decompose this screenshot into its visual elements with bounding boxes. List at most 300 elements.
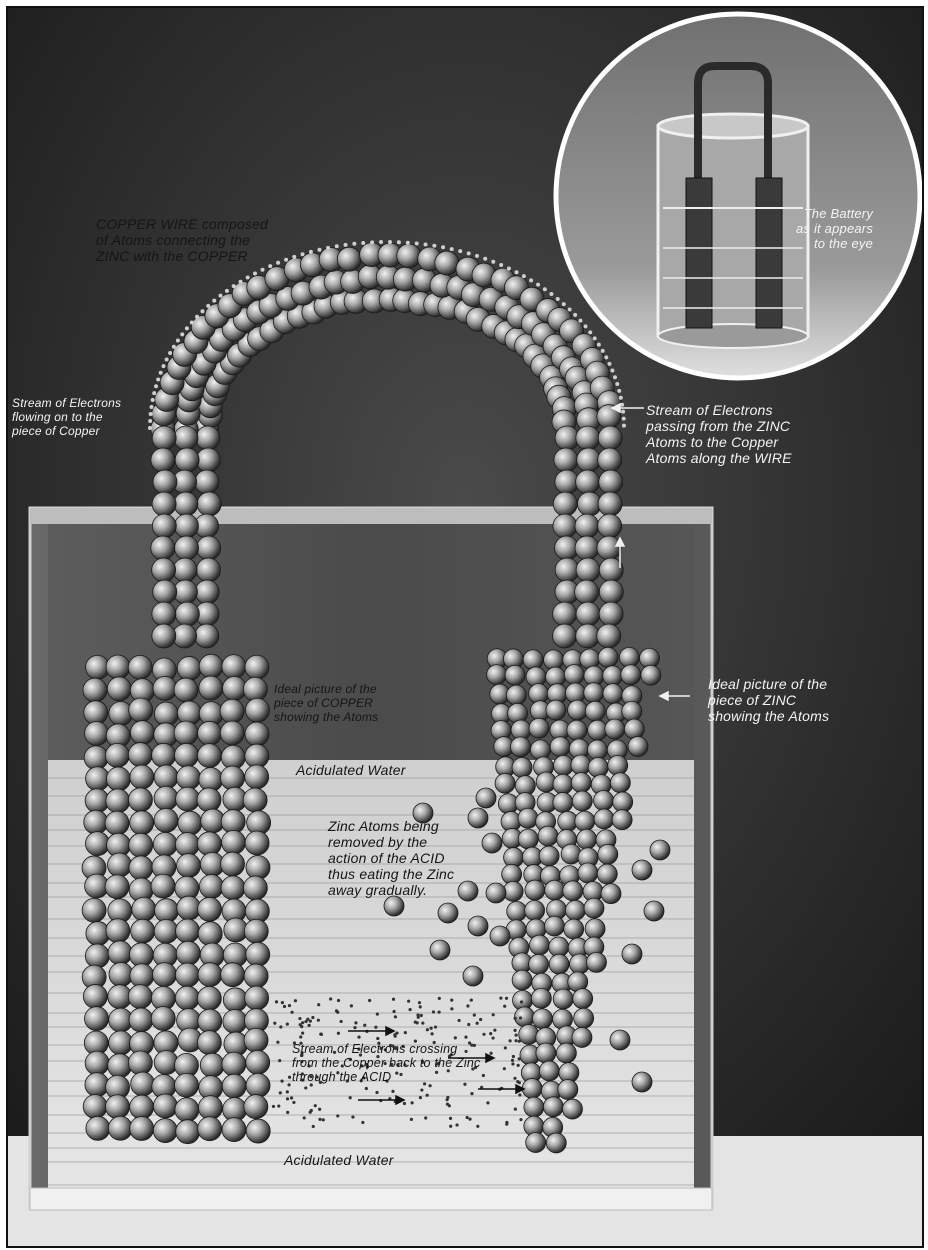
atom-icon — [599, 470, 623, 494]
electron-dot — [336, 1114, 339, 1117]
atom-icon — [221, 810, 245, 834]
atom-icon — [458, 881, 478, 901]
atom-icon — [105, 743, 129, 767]
atom-icon — [523, 650, 543, 670]
atom-icon — [152, 514, 176, 538]
atom-icon — [130, 811, 154, 835]
atom-icon — [245, 698, 269, 722]
electron-dot — [407, 1000, 410, 1003]
atom-icon — [198, 1096, 222, 1120]
electron-dot — [225, 289, 229, 293]
atom-icon — [175, 963, 199, 987]
atom-icon — [641, 665, 661, 685]
atom-icon — [220, 766, 244, 790]
atom-icon — [151, 448, 175, 472]
electron-dot — [593, 336, 597, 340]
atom-icon — [153, 676, 177, 700]
electron-dot — [180, 332, 184, 336]
atom-icon — [506, 685, 526, 705]
atom-icon — [197, 536, 221, 560]
electron-dot — [275, 1000, 278, 1003]
atom-icon — [624, 719, 644, 739]
atom-icon — [151, 874, 175, 898]
electron-dot — [394, 1015, 397, 1018]
atom-icon — [529, 935, 549, 955]
atom-icon — [518, 808, 538, 828]
electron-dot — [514, 1034, 517, 1037]
electron-dot — [505, 997, 508, 1000]
electron-dot — [426, 1028, 429, 1031]
atom-icon — [85, 832, 109, 856]
electron-dot — [277, 1104, 280, 1107]
electron-dot — [414, 1020, 417, 1023]
atom-icon — [197, 986, 221, 1010]
electron-dot — [514, 1039, 517, 1042]
electron-dot — [578, 319, 582, 323]
atom-icon — [106, 789, 130, 813]
diagram-frame — [6, 6, 924, 1248]
electron-dot — [519, 1016, 522, 1019]
atom-icon — [544, 916, 564, 936]
electron-dot — [466, 1116, 469, 1119]
electron-dot — [519, 1118, 522, 1121]
electron-dot — [489, 1032, 492, 1035]
electron-dot — [232, 284, 236, 288]
electron-dot — [307, 1024, 310, 1027]
electron-dot — [511, 1062, 514, 1065]
atom-icon — [532, 1009, 552, 1029]
atom-icon — [129, 1008, 153, 1032]
electron-dot — [304, 1086, 307, 1089]
label-acidulated-top: Acidulated Water — [296, 762, 406, 778]
atom-icon — [151, 1006, 175, 1030]
electron-dot — [409, 1008, 412, 1011]
atom-icon — [152, 558, 176, 582]
atom-icon — [197, 832, 221, 856]
atom-icon — [337, 247, 361, 271]
atom-icon — [154, 702, 178, 726]
atom-icon — [84, 810, 108, 834]
atom-icon — [246, 1050, 270, 1074]
atom-icon — [177, 656, 201, 680]
electron-dot — [365, 1087, 368, 1090]
atom-icon — [153, 470, 177, 494]
atom-icon — [575, 514, 599, 538]
atom-icon — [553, 602, 577, 626]
electron-dot — [301, 252, 305, 256]
electron-dot — [286, 1090, 289, 1093]
atom-icon — [576, 470, 600, 494]
atom-icon — [246, 1119, 270, 1143]
atom-icon — [612, 810, 632, 830]
electron-dot — [621, 410, 625, 414]
electron-dot — [317, 248, 321, 252]
atom-icon — [245, 831, 269, 855]
atom-icon — [632, 1072, 652, 1092]
electron-dot — [486, 1101, 489, 1104]
atom-icon — [85, 1007, 109, 1031]
electron-dot — [149, 412, 153, 416]
electron-dot — [615, 382, 619, 386]
electron-dot — [326, 246, 330, 250]
electron-dot — [253, 272, 257, 276]
electron-dot — [151, 398, 155, 402]
electron-dot — [467, 1023, 470, 1026]
atom-icon — [518, 829, 538, 849]
atom-icon — [597, 864, 617, 884]
atom-icon — [175, 833, 199, 857]
electron-dot — [619, 396, 623, 400]
electron-dot — [393, 1033, 396, 1036]
atom-icon — [622, 701, 642, 721]
atom-icon — [83, 1094, 107, 1118]
atom-icon — [525, 900, 545, 920]
atom-icon — [175, 536, 199, 560]
electron-dot — [491, 1036, 494, 1039]
label-battery-inset: The Battery as it appears to the eye — [796, 206, 874, 251]
atom-icon — [154, 786, 178, 810]
atom-icon — [244, 964, 268, 988]
atom-icon — [152, 624, 176, 648]
atom-icon — [575, 811, 595, 831]
atom-icon — [553, 492, 577, 516]
electron-dot — [286, 1022, 289, 1025]
electron-dot — [482, 1074, 485, 1077]
atom-icon — [128, 788, 152, 812]
electron-dot — [212, 299, 216, 303]
electron-dot — [318, 1108, 321, 1111]
electron-dot — [482, 1033, 485, 1036]
atom-icon — [85, 1051, 109, 1075]
electron-dot — [335, 1009, 338, 1012]
atom-icon — [468, 916, 488, 936]
electron-dot — [190, 320, 194, 324]
atom-icon — [174, 492, 198, 516]
electron-dot — [309, 1020, 312, 1023]
atom-icon — [512, 970, 532, 990]
atom-icon — [154, 765, 178, 789]
atom-icon — [603, 666, 623, 686]
electron-dot — [415, 241, 419, 245]
electron-dot — [457, 1019, 460, 1022]
atom-icon — [198, 1117, 222, 1141]
atom-icon — [196, 558, 220, 582]
atom-icon — [603, 684, 623, 704]
atom-icon — [245, 986, 269, 1010]
atom-icon — [129, 833, 153, 857]
atom-icon — [83, 984, 107, 1008]
atom-icon — [174, 426, 198, 450]
electron-dot — [499, 263, 503, 267]
label-ideal-copper: Ideal picture of the piece of COPPER showing the Atoms — [274, 682, 379, 724]
atom-icon — [572, 791, 592, 811]
atom-icon — [198, 922, 222, 946]
electron-dot — [294, 999, 297, 1002]
atom-icon — [200, 1053, 224, 1077]
atom-icon — [222, 830, 246, 854]
atom-icon — [198, 963, 222, 987]
atom-icon — [129, 698, 153, 722]
electron-dot — [622, 424, 626, 428]
atom-icon — [130, 1095, 154, 1119]
atom-icon — [584, 898, 604, 918]
atom-icon — [175, 602, 199, 626]
electron-dot — [529, 278, 533, 282]
atom-icon — [510, 737, 530, 757]
atom-icon — [128, 655, 152, 679]
atom-icon — [546, 1133, 566, 1153]
atom-icon — [244, 1095, 268, 1119]
atom-icon — [243, 788, 267, 812]
atom-icon — [430, 940, 450, 960]
electron-dot — [513, 1029, 516, 1032]
atom-icon — [152, 743, 176, 767]
electron-dot — [430, 1027, 433, 1030]
atom-icon — [632, 860, 652, 880]
electron-dot — [493, 1029, 496, 1032]
electron-dot — [152, 391, 156, 395]
electron-dot — [513, 1077, 516, 1080]
atom-icon — [84, 746, 108, 770]
electron-dot — [516, 1080, 519, 1083]
atom-icon — [597, 536, 621, 560]
atom-icon — [195, 580, 219, 604]
atom-icon — [105, 1095, 129, 1119]
electron-dot — [309, 250, 313, 254]
label-stream-left: Stream of Electrons flowing on to the piece of Copper — [12, 396, 122, 438]
electron-dot — [290, 1011, 293, 1014]
electron-dot — [278, 1059, 281, 1062]
electron-dot — [329, 997, 332, 1000]
atom-icon — [245, 765, 269, 789]
electron-dot — [583, 324, 587, 328]
electron-dot — [361, 1121, 364, 1124]
atom-icon — [522, 1078, 542, 1098]
electron-dot — [375, 1091, 378, 1094]
electron-dot — [361, 241, 365, 245]
electron-dot — [246, 276, 250, 280]
atom-icon — [175, 448, 199, 472]
atom-icon — [243, 876, 267, 900]
atom-icon — [175, 1098, 199, 1122]
atom-icon — [524, 1097, 544, 1117]
atom-icon — [577, 829, 597, 849]
electron-dot — [337, 999, 340, 1002]
atom-icon — [220, 721, 244, 745]
electron-dot — [292, 255, 296, 259]
atom-icon — [526, 1133, 546, 1153]
atom-icon — [553, 792, 573, 812]
electron-dot — [503, 1067, 506, 1070]
atom-icon — [545, 880, 565, 900]
atom-icon — [568, 700, 588, 720]
electron-dot — [416, 1013, 419, 1016]
atom-icon — [245, 744, 269, 768]
atom-icon — [556, 1043, 576, 1063]
electron-dot — [322, 1118, 325, 1121]
electron-dot — [363, 1024, 366, 1027]
electron-dot — [410, 1118, 413, 1121]
electron-dot — [374, 1026, 377, 1029]
atom-icon — [598, 492, 622, 516]
atom-icon — [598, 844, 618, 864]
atom-icon — [586, 952, 606, 972]
atom-icon — [106, 767, 130, 791]
atom-icon — [577, 448, 601, 472]
electron-dot — [379, 240, 383, 244]
atom-icon — [222, 655, 246, 679]
atom-icon — [576, 602, 600, 626]
electron-dot — [562, 302, 566, 306]
electron-dot — [273, 1022, 276, 1025]
electron-dot — [368, 999, 371, 1002]
electron-dot — [419, 1096, 422, 1099]
electron-dot — [376, 1037, 379, 1040]
electron-dot — [352, 242, 356, 246]
atom-icon — [199, 654, 223, 678]
electron-dot — [286, 1111, 289, 1114]
atom-icon — [562, 1099, 582, 1119]
electron-dot — [517, 1064, 520, 1067]
electron-dot — [392, 998, 395, 1001]
electron-dot — [449, 1125, 452, 1128]
electron-dot — [314, 1104, 317, 1107]
atom-icon — [610, 773, 630, 793]
atom-icon — [198, 1009, 222, 1033]
electron-dot — [450, 247, 454, 251]
atom-icon — [553, 989, 573, 1009]
electron-dot — [421, 1021, 424, 1024]
atom-icon — [107, 853, 131, 877]
electron-dot — [601, 349, 605, 353]
atom-icon — [221, 852, 245, 876]
atom-icon — [599, 580, 623, 604]
label-ideal-zinc: Ideal picture of the piece of ZINC showing the Atoms — [708, 676, 830, 724]
atom-icon — [576, 426, 600, 450]
atom-icon — [86, 767, 110, 791]
electron-dot — [514, 270, 518, 274]
atom-icon — [529, 718, 549, 738]
electron-dot — [284, 258, 288, 262]
atom-icon — [244, 919, 268, 943]
atom-icon — [553, 624, 577, 648]
electron-dot — [283, 1005, 286, 1008]
electron-dot — [317, 1019, 320, 1022]
atom-icon — [196, 426, 220, 450]
atom-icon — [85, 1073, 109, 1097]
atom-icon — [174, 678, 198, 702]
atom-icon — [223, 1009, 247, 1033]
electron-dot — [464, 1036, 467, 1039]
electron-dot — [617, 389, 621, 393]
atom-icon — [151, 536, 175, 560]
electron-dot — [446, 1103, 449, 1106]
electron-dot — [268, 264, 272, 268]
electron-dot — [354, 1021, 357, 1024]
electron-dot — [287, 1083, 290, 1086]
electron-dot — [292, 1101, 295, 1104]
atom-icon — [599, 602, 623, 626]
atom-icon — [109, 1031, 133, 1055]
atom-icon — [587, 740, 607, 760]
electron-dot — [420, 1014, 423, 1017]
electron-dot — [156, 377, 160, 381]
electron-dot — [319, 1033, 322, 1036]
electron-dot — [290, 1096, 293, 1099]
atom-icon — [84, 701, 108, 725]
atom-icon — [529, 954, 549, 974]
electron-dot — [272, 1105, 275, 1108]
electron-dot — [470, 998, 473, 1001]
electron-dot — [195, 315, 199, 319]
atom-icon — [565, 900, 585, 920]
atom-icon — [195, 624, 219, 648]
atom-icon — [222, 1074, 246, 1098]
atom-icon — [197, 492, 221, 516]
electron-dot — [518, 1057, 521, 1060]
atom-icon — [108, 1054, 132, 1078]
electron-dot — [318, 1118, 321, 1121]
atom-icon — [555, 558, 579, 582]
electron-dot — [299, 1035, 302, 1038]
atom-icon — [153, 1094, 177, 1118]
atom-icon — [246, 1073, 270, 1097]
electron-dot — [588, 330, 592, 334]
electron-dot — [491, 260, 495, 264]
electron-dot — [357, 1035, 360, 1038]
electron-dot — [509, 1039, 512, 1042]
atom-icon — [549, 954, 569, 974]
electron-dot — [286, 1097, 289, 1100]
electron-dot — [479, 1018, 482, 1021]
atom-icon — [490, 926, 510, 946]
atom-icon — [507, 901, 527, 921]
atom-icon — [512, 758, 532, 778]
electron-dot — [403, 1102, 406, 1105]
atom-icon — [598, 514, 622, 538]
atom-icon — [196, 448, 220, 472]
atom-icon — [598, 647, 618, 667]
electron-dot — [406, 241, 410, 245]
atom-icon — [575, 580, 599, 604]
atom-icon — [152, 602, 176, 626]
electron-dot — [597, 343, 601, 347]
electron-dot — [483, 257, 487, 261]
electron-dot — [353, 1026, 356, 1029]
atom-icon — [463, 966, 483, 986]
electron-dot — [514, 1017, 517, 1020]
electron-dot — [280, 1079, 283, 1082]
atom-icon — [82, 898, 106, 922]
electron-dot — [424, 1116, 427, 1119]
atom-icon — [153, 580, 177, 604]
electron-dot — [549, 292, 553, 296]
atom-icon — [553, 514, 577, 538]
atom-icon — [197, 721, 221, 745]
atom-icon — [105, 811, 129, 835]
electron-dot — [604, 355, 608, 359]
electron-dot — [490, 1052, 493, 1055]
electron-dot — [168, 351, 172, 355]
atom-icon — [576, 558, 600, 582]
atom-icon — [106, 655, 130, 679]
atom-icon — [605, 719, 625, 739]
atom-icon — [487, 665, 507, 685]
electron-dot — [201, 309, 205, 313]
atom-icon — [178, 811, 202, 835]
atom-icon — [530, 740, 550, 760]
electron-dot — [476, 1125, 479, 1128]
